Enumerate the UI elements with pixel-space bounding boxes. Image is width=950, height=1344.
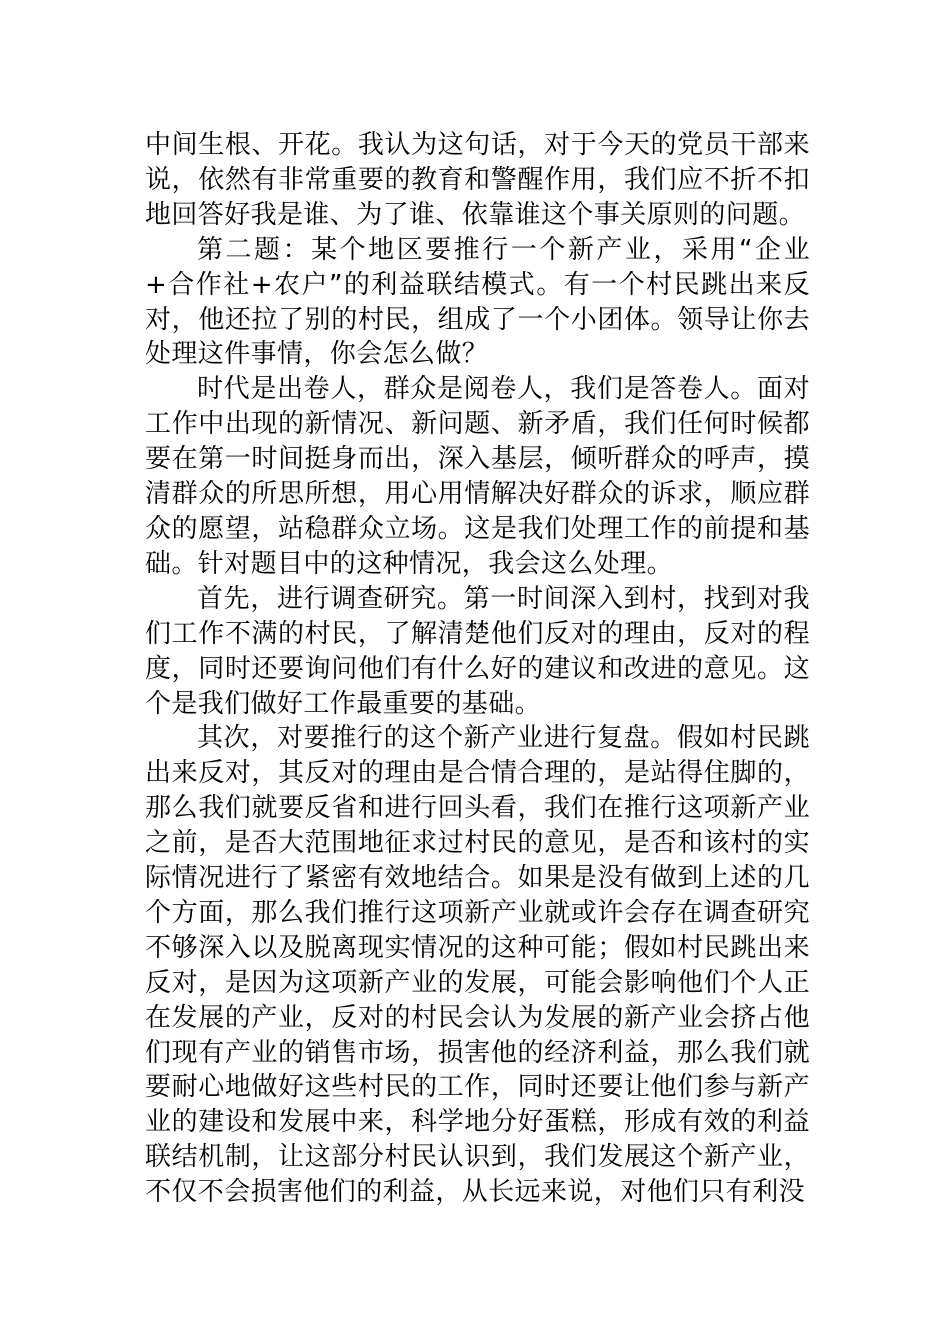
paragraph-answer-intro: 时代是出卷人，群众是阅卷人，我们是答卷人。面对工作中出现的新情况、新问题、新矛盾，我们任何时候都要在第一时间挺身而出，深入基层，倾听群众的呼声，摸清群众的所思所想，用心用情解决好群众的诉求，顺应群众的愿望，站稳群众立场。这是我们处理工作的前提和基础。针对题目中的这种情况，我会这么处理。	[145, 374, 810, 579]
paragraph-continuation: 中间生根、开花。我认为这句话，对于今天的党员干部来说，依然有非常重要的教育和警醒作用，我们应不折不扣地回答好我是谁、为了谁、依靠谁这个事关原则的问题。	[145, 130, 810, 230]
paragraph-question-two: 第二题：某个地区要推行一个新产业，采用“企业+合作社+农户”的利益联结模式。有一个村民跳出来反对，他还拉了别的村民，组成了一个小团体。领导让你去处理这件事情，你会怎么做？	[145, 234, 810, 370]
paragraph-step-second: 其次，对要推行的这个新产业进行复盘。假如村民跳出来反对，其反对的理由是合情合理的，是站得住脚的，那么我们就要反省和进行回头看，我们在推行这项新产业之前，是否大范围地征求过村民的意见，是否和该村的实际情况进行了紧密有效地结合。如果是没有做到上述的几个方面，那么我们推行这项新产业就或许会存在调查研究不够深入以及脱离现实情况的这种可能；假如村民跳出来反对，是因为这项新产业的发展，可能会影响他们个人正在发展的产业，反对的村民会认为发展的新产业会挤占他们现有产业的销售市场，损害他的经济利益，那么我们就要耐心地做好这些村民的工作，同时还要让他们参与新产业的建设和发展中来，科学地分好蛋糕，形成有效的利益联结机制，让这部分村民认识到，我们发展这个新产业，不仅不会损害他们的利益，从长远来说，对他们只有利没	[145, 723, 810, 1208]
document-body	[145, 128, 810, 1210]
paragraph-step-first: 首先，进行调查研究。第一时间深入到村，找到对我们工作不满的村民，了解清楚他们反对的理由，反对的程度，同时还要询问他们有什么好的建议和改进的意见。这个是我们做好工作最重要的基础。	[145, 583, 810, 719]
